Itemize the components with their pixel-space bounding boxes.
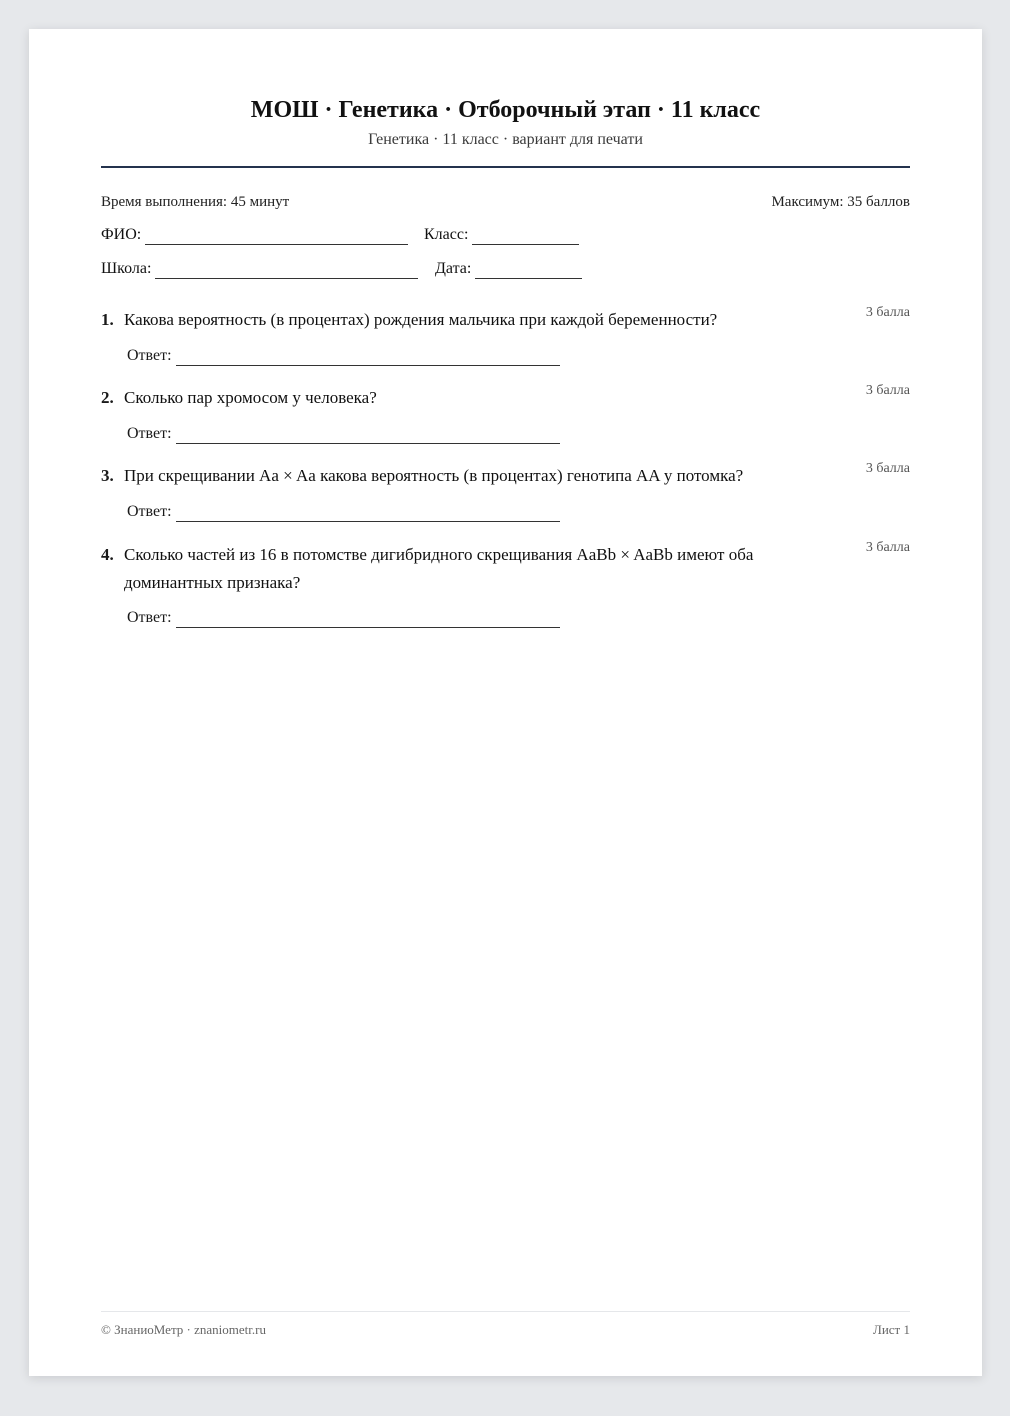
- field-row-school: [101, 259, 910, 281]
- question-points: 3 балла: [865, 540, 910, 555]
- fio-field[interactable]: [101, 225, 408, 245]
- question-number: 2.: [101, 388, 114, 407]
- question-text: Какова вероятность (в процентах) рождения мальчика при каждой беременности?: [124, 310, 718, 329]
- header-divider: [101, 166, 910, 168]
- question-points: 3 балла: [865, 383, 910, 398]
- question-points: 3 балла: [865, 305, 910, 320]
- school-label: Школа:: [101, 260, 152, 277]
- document-subtitle: Генетика · 11 класс · вариант для печати: [368, 131, 643, 148]
- document-title: МОШ · Генетика · Отборочный этап · 11 класс: [250, 97, 761, 123]
- footer-copyright: © ЗнаниоМетр · znaniometr.ru: [101, 1322, 266, 1337]
- question-number: 3.: [101, 466, 114, 485]
- answer-label: Ответ:: [127, 425, 172, 442]
- document-content: [101, 29, 910, 1376]
- answer-label: Ответ:: [127, 609, 172, 626]
- footer-page-number: Лист 1: [873, 1322, 910, 1337]
- footer-divider: [101, 1311, 910, 1312]
- field-row-fio: [101, 225, 910, 247]
- question-text: При скрещивании Aa × Aa какова вероятность (в процентах) генотипа AA у потомка?: [124, 466, 744, 485]
- question-number: 4.: [101, 545, 114, 564]
- answer-field[interactable]: [127, 502, 560, 522]
- time-limit: Время выполнения: 45 минут: [101, 194, 290, 210]
- school-input-line[interactable]: [155, 264, 418, 279]
- question-text: Сколько частей из 16 в потомстве дигибридного скрещивания AaBb × AaBb имеют оба доминантных признака?: [124, 545, 754, 592]
- answer-field[interactable]: [127, 424, 560, 444]
- date-label: Дата:: [435, 260, 472, 277]
- fio-input-line[interactable]: [145, 230, 408, 245]
- date-field[interactable]: [435, 259, 582, 279]
- answer-label: Ответ:: [127, 347, 172, 364]
- answer-input-line[interactable]: [176, 613, 560, 628]
- max-score: Максимум: 35 баллов: [771, 194, 910, 210]
- question-text: Сколько пар хромосом у человека?: [124, 388, 377, 407]
- document-sheet: [29, 29, 982, 1376]
- answer-input-line[interactable]: [176, 507, 560, 522]
- answer-field[interactable]: [127, 608, 560, 628]
- question-number: 1.: [101, 310, 114, 329]
- answer-field[interactable]: [127, 346, 560, 366]
- question-points: 3 балла: [865, 461, 910, 476]
- class-input-line[interactable]: [472, 230, 579, 245]
- answer-input-line[interactable]: [176, 429, 560, 444]
- class-field[interactable]: [424, 225, 579, 245]
- fio-label: ФИО:: [101, 226, 142, 243]
- school-field[interactable]: [101, 259, 418, 279]
- answer-input-line[interactable]: [176, 351, 560, 366]
- date-input-line[interactable]: [475, 264, 582, 279]
- class-label: Класс:: [424, 226, 469, 243]
- answer-label: Ответ:: [127, 503, 172, 520]
